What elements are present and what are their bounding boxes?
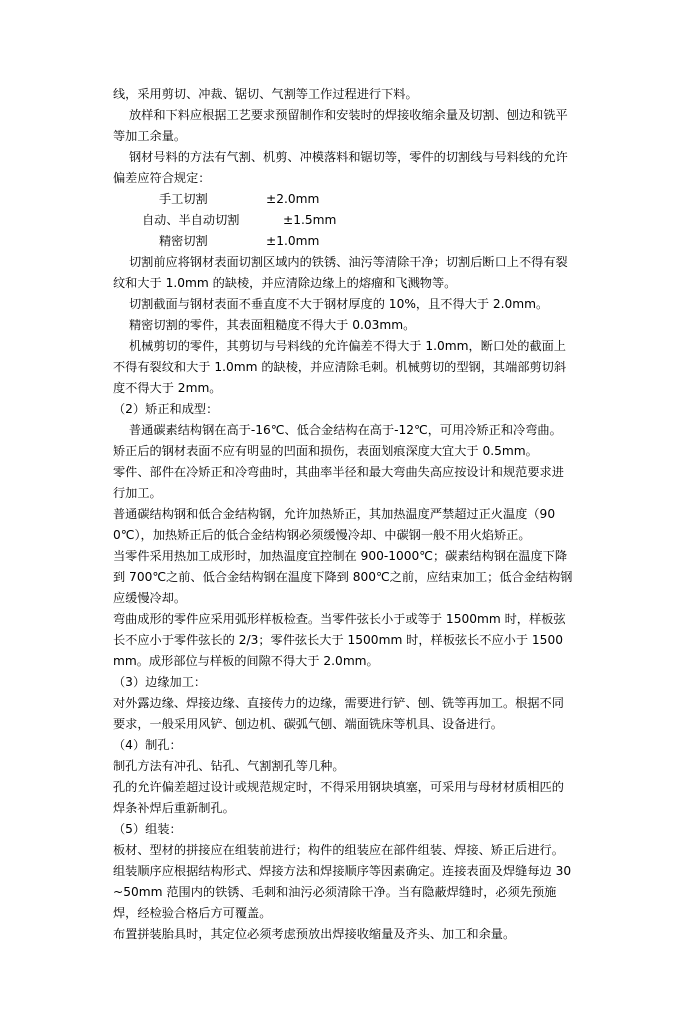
paragraph: 零件、部件在冷矫正和冷弯曲时，其曲率半径和最大弯曲失高应按设计和规范要求进行加工。 xyxy=(113,465,564,500)
tolerance-label: 手工切割 xyxy=(159,192,208,206)
paragraph: 弯曲成形的零件应采用弧形样板检查。当零件弦长小于或等于 1500mm 时，样板弦长不应小于零件弦长的 2/3；零件弦长大于 1500mm 时，样板弦长不应小于 1500mm。成形部位与样板的间隙不得大于 2.0mm。 xyxy=(113,612,566,668)
tolerance-value: ±1.0mm xyxy=(266,234,320,248)
paragraph: 板材、型材的拼接应在组装前进行；构件的组装应在部件组装、焊接、矫正后进行。 xyxy=(113,843,564,857)
tolerance-row xyxy=(113,210,573,231)
paragraph: 当零件采用热加工成形时，加热温度宜控制在 900-1000℃；碳素结构钢在温度下降到 700℃之前、低合金结构钢在温度下降到 800℃之前，应结束加工；低合金结构钢应缓慢冷却。 xyxy=(113,549,573,605)
section-heading: （3）边缘加工： xyxy=(113,675,207,689)
paragraph: 布置拼装胎具时，其定位必须考虑预放出焊接收缩量及齐头、加工和余量。 xyxy=(113,927,516,941)
tolerance-label: 精密切割 xyxy=(159,234,208,248)
paragraph: 普通碳素结构钢在高于-16℃、低合金结构在高于-12℃，可用冷矫正和冷弯曲。矫正后的钢材表面不应有明显的凹面和损伤，表面划痕深度大宜大于 0.5mm。 xyxy=(113,423,562,458)
paragraph: 精密切割的零件，其表面粗糙度不得大于 0.03mm。 xyxy=(129,318,416,332)
tolerance-row xyxy=(113,189,573,210)
section-heading: （5）组装： xyxy=(113,822,182,836)
paragraph: 普通碳结构钢和低合金结构钢，允许加热矫正，其加热温度严禁超过正火温度（900℃），加热矫正后的低合金结构钢必须缓慢冷却、中碳钢一般不用火焰矫正。 xyxy=(113,507,556,542)
paragraph: 对外露边缘、焊接边缘、直接传力的边缘，需要进行铲、刨、铣等再加工。根据不同要求，一般采用风铲、刨边机、碳弧气刨、端面铣床等机具、设备进行。 xyxy=(113,696,564,731)
section-before-table xyxy=(113,84,573,189)
document-body xyxy=(113,84,573,945)
paragraph: 组装顺序应根据结构形式、焊接方法和焊接顺序等因素确定。连接表面及焊缝每边 30~50mm 范围内的铁锈、毛刺和油污必须清除干净。当有隐蔽焊缝时，必须先预施焊，经检验合格后方可覆盖。 xyxy=(113,864,572,920)
paragraph: 线，采用剪切、冲裁、锯切、气割等工作过程进行下料。 xyxy=(113,87,418,101)
cutting-tolerance-table xyxy=(113,189,573,252)
paragraph: 放样和下料应根据工艺要求预留制作和安装时的焊接收缩余量及切割、刨边和铣平等加工余量。 xyxy=(113,108,568,143)
section-heading: （4）制孔： xyxy=(113,738,182,752)
paragraph: 切割前应将钢材表面切割区域内的铁锈、油污等清除干净；切割后断口上不得有裂纹和大于 1.0mm 的缺棱，并应清除边缘上的熔瘤和飞溅物等。 xyxy=(113,255,568,290)
section-heading: （2）矫正和成型： xyxy=(113,402,219,416)
paragraph: 切割截面与钢材表面不垂直度不大于钢材厚度的 10%，且不得大于 2.0mm。 xyxy=(129,297,549,311)
tolerance-label: 自动、半自动切割 xyxy=(142,213,240,227)
tolerance-value: ±2.0mm xyxy=(266,192,320,206)
paragraph: 机械剪切的零件，其剪切与号料线的允许偏差不得大于 1.0mm，断口处的截面上不得有裂纹和大于 1.0mm 的缺棱，并应清除毛刺。机械剪切的型钢，其端部剪切斜度不得大于 2mm。 xyxy=(113,339,567,395)
section-after-table xyxy=(113,252,573,945)
paragraph: 孔的允许偏差超过设计或规范规定时，不得采用钢块填塞，可采用与母材材质相匹的焊条补焊后重新制孔。 xyxy=(113,780,564,815)
paragraph: 钢材号料的方法有气割、机剪、冲模落料和锯切等，零件的切割线与号料线的允许偏差应符合规定： xyxy=(113,150,568,185)
tolerance-row xyxy=(113,231,573,252)
paragraph: 制孔方法有冲孔、钻孔、气割割孔等几种。 xyxy=(113,759,345,773)
tolerance-value: ±1.5mm xyxy=(283,213,337,227)
